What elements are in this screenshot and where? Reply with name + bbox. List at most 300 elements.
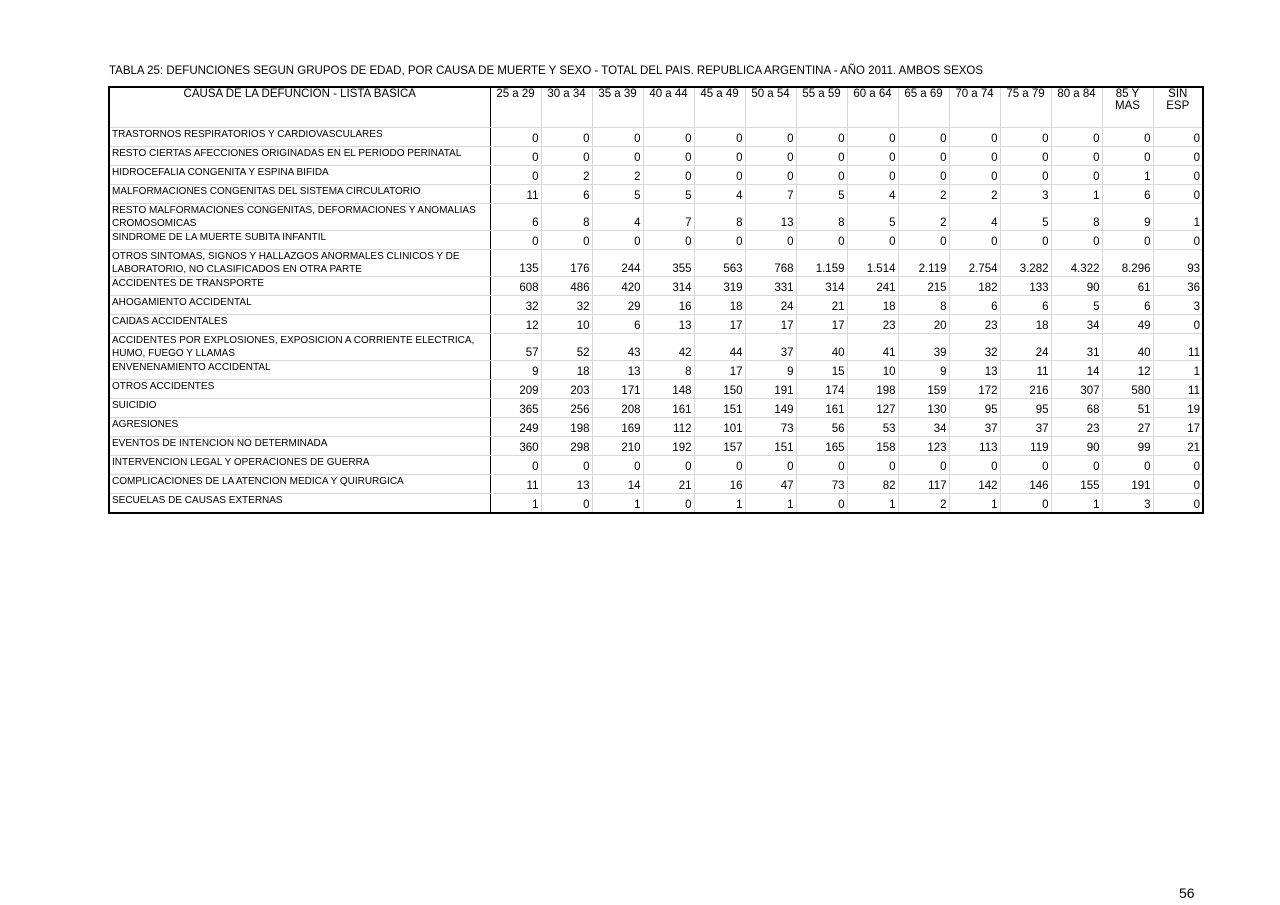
value-cell: 99 [1102, 437, 1153, 456]
value-cell: 6 [1102, 185, 1153, 204]
value-cell: 37 [745, 334, 796, 361]
value-cell: 23 [847, 315, 898, 334]
value-cell: 1 [847, 494, 898, 513]
value-cell: 73 [745, 418, 796, 437]
value-cell: 36 [1153, 277, 1203, 296]
value-cell: 8 [643, 361, 694, 380]
column-header: 50 a 54 [745, 87, 796, 128]
value-cell: 135 [490, 250, 541, 277]
value-cell: 10 [541, 315, 592, 334]
value-cell: 0 [1153, 185, 1203, 204]
value-cell: 9 [490, 361, 541, 380]
value-cell: 0 [1153, 231, 1203, 250]
value-cell: 216 [1000, 380, 1051, 399]
value-cell: 90 [1051, 437, 1102, 456]
value-cell: 0 [1153, 147, 1203, 166]
value-cell: 133 [1000, 277, 1051, 296]
value-cell: 4 [949, 204, 1000, 231]
value-cell: 208 [592, 399, 643, 418]
value-cell: 0 [541, 494, 592, 513]
value-cell: 151 [694, 399, 745, 418]
value-cell: 0 [1051, 456, 1102, 475]
value-cell: 56 [796, 418, 847, 437]
value-cell: 171 [592, 380, 643, 399]
value-cell: 5 [1000, 204, 1051, 231]
value-cell: 249 [490, 418, 541, 437]
value-cell: 0 [592, 147, 643, 166]
value-cell: 13 [541, 475, 592, 494]
value-cell: 29 [592, 296, 643, 315]
value-cell: 2 [541, 166, 592, 185]
value-cell: 5 [592, 185, 643, 204]
value-cell: 0 [1153, 475, 1203, 494]
value-cell: 13 [745, 204, 796, 231]
value-cell: 0 [1153, 494, 1203, 513]
value-cell: 0 [643, 494, 694, 513]
value-cell: 0 [1000, 166, 1051, 185]
page-number: 56 [1179, 885, 1195, 901]
value-cell: 0 [847, 166, 898, 185]
value-cell: 34 [1051, 315, 1102, 334]
value-cell: 18 [847, 296, 898, 315]
value-cell: 0 [949, 231, 1000, 250]
value-cell: 298 [541, 437, 592, 456]
value-cell: 176 [541, 250, 592, 277]
value-cell: 93 [1153, 250, 1203, 277]
value-cell: 18 [1000, 315, 1051, 334]
value-cell: 7 [745, 185, 796, 204]
value-cell: 44 [694, 334, 745, 361]
value-cell: 4 [592, 204, 643, 231]
value-cell: 210 [592, 437, 643, 456]
value-cell: 0 [643, 456, 694, 475]
value-cell: 241 [847, 277, 898, 296]
value-cell: 8 [541, 204, 592, 231]
value-cell: 0 [1153, 456, 1203, 475]
value-cell: 0 [898, 147, 949, 166]
value-cell: 0 [490, 128, 541, 147]
value-cell: 32 [541, 296, 592, 315]
value-cell: 2 [898, 204, 949, 231]
value-cell: 23 [1051, 418, 1102, 437]
value-cell: 40 [796, 334, 847, 361]
cause-cell: ACCIDENTES DE TRANSPORTE [109, 277, 490, 296]
column-header: 25 a 29 [490, 87, 541, 128]
value-cell: 1 [1153, 361, 1203, 380]
value-cell: 0 [949, 128, 1000, 147]
value-cell: 68 [1051, 399, 1102, 418]
value-cell: 12 [490, 315, 541, 334]
value-cell: 1 [745, 494, 796, 513]
value-cell: 14 [592, 475, 643, 494]
value-cell: 17 [745, 315, 796, 334]
value-cell: 17 [694, 361, 745, 380]
value-cell: 32 [490, 296, 541, 315]
value-cell: 0 [1051, 231, 1102, 250]
value-cell: 13 [949, 361, 1000, 380]
value-cell: 0 [694, 456, 745, 475]
column-header: 30 a 34 [541, 87, 592, 128]
value-cell: 158 [847, 437, 898, 456]
value-cell: 113 [949, 437, 1000, 456]
value-cell: 9 [898, 361, 949, 380]
value-cell: 57 [490, 334, 541, 361]
value-cell: 12 [1102, 361, 1153, 380]
value-cell: 0 [643, 128, 694, 147]
value-cell: 1 [1051, 494, 1102, 513]
column-header: SIN ESP [1153, 87, 1203, 128]
value-cell: 150 [694, 380, 745, 399]
value-cell: 155 [1051, 475, 1102, 494]
table-row [109, 185, 1203, 204]
value-cell: 95 [1000, 399, 1051, 418]
value-cell: 191 [1102, 475, 1153, 494]
value-cell: 34 [898, 418, 949, 437]
value-cell: 24 [1000, 334, 1051, 361]
column-header: 75 a 79 [1000, 87, 1051, 128]
value-cell: 0 [796, 166, 847, 185]
value-cell: 0 [1153, 166, 1203, 185]
value-cell: 0 [1000, 128, 1051, 147]
table-row [109, 296, 1203, 315]
cause-cell: SUICIDIO [109, 399, 490, 418]
value-cell: 161 [796, 399, 847, 418]
value-cell: 41 [847, 334, 898, 361]
value-cell: 11 [1153, 380, 1203, 399]
table-row [109, 166, 1203, 185]
table-row [109, 334, 1203, 361]
value-cell: 0 [541, 456, 592, 475]
column-header: 40 a 44 [643, 87, 694, 128]
cause-cell: ACCIDENTES POR EXPLOSIONES, EXPOSICION A CORRIENTE ELECTRICA, HUMO, FUEGO Y LLAMAS [109, 334, 490, 361]
column-header-cause: CAUSA DE LA DEFUNCION - LISTA BASICA [109, 87, 490, 128]
cause-cell: CAIDAS ACCIDENTALES [109, 315, 490, 334]
cause-cell: SECUELAS DE CAUSAS EXTERNAS [109, 494, 490, 513]
value-cell: 13 [643, 315, 694, 334]
deaths-table [108, 86, 1204, 514]
value-cell: 0 [490, 456, 541, 475]
value-cell: 768 [745, 250, 796, 277]
value-cell: 4 [694, 185, 745, 204]
value-cell: 0 [796, 231, 847, 250]
value-cell: 0 [1000, 456, 1051, 475]
value-cell: 11 [1000, 361, 1051, 380]
value-cell: 7 [643, 204, 694, 231]
cause-cell: AHOGAMIENTO ACCIDENTAL [109, 296, 490, 315]
cause-cell: OTROS ACCIDENTES [109, 380, 490, 399]
value-cell: 6 [949, 296, 1000, 315]
value-cell: 563 [694, 250, 745, 277]
value-cell: 13 [592, 361, 643, 380]
value-cell: 2.754 [949, 250, 1000, 277]
value-cell: 16 [694, 475, 745, 494]
value-cell: 174 [796, 380, 847, 399]
value-cell: 3 [1153, 296, 1203, 315]
value-cell: 1 [694, 494, 745, 513]
value-cell: 209 [490, 380, 541, 399]
value-cell: 6 [490, 204, 541, 231]
column-header: 70 a 74 [949, 87, 1000, 128]
value-cell: 0 [490, 166, 541, 185]
value-cell: 215 [898, 277, 949, 296]
value-cell: 355 [643, 250, 694, 277]
value-cell: 151 [745, 437, 796, 456]
value-cell: 331 [745, 277, 796, 296]
value-cell: 61 [1102, 277, 1153, 296]
value-cell: 4 [847, 185, 898, 204]
value-cell: 17 [694, 315, 745, 334]
value-cell: 0 [694, 231, 745, 250]
value-cell: 1 [949, 494, 1000, 513]
value-cell: 244 [592, 250, 643, 277]
table-body [109, 128, 1203, 513]
value-cell: 5 [1051, 296, 1102, 315]
value-cell: 119 [1000, 437, 1051, 456]
value-cell: 0 [694, 128, 745, 147]
value-cell: 117 [898, 475, 949, 494]
column-header: 45 a 49 [694, 87, 745, 128]
cause-cell: EVENTOS DE INTENCION NO DETERMINADA [109, 437, 490, 456]
value-cell: 0 [847, 147, 898, 166]
value-cell: 2 [898, 494, 949, 513]
value-cell: 2 [592, 166, 643, 185]
cause-cell: HIDROCEFALIA CONGENITA Y ESPINA BIFIDA [109, 166, 490, 185]
value-cell: 0 [592, 456, 643, 475]
cause-cell: MALFORMACIONES CONGENITAS DEL SISTEMA CIRCULATORIO [109, 185, 490, 204]
value-cell: 1 [1102, 166, 1153, 185]
table-row [109, 250, 1203, 277]
value-cell: 198 [847, 380, 898, 399]
table-row [109, 315, 1203, 334]
table-row [109, 494, 1203, 513]
value-cell: 146 [1000, 475, 1051, 494]
value-cell: 1 [1051, 185, 1102, 204]
value-cell: 4.322 [1051, 250, 1102, 277]
value-cell: 0 [847, 231, 898, 250]
value-cell: 0 [1153, 315, 1203, 334]
value-cell: 8 [1051, 204, 1102, 231]
value-cell: 0 [898, 166, 949, 185]
value-cell: 0 [541, 147, 592, 166]
value-cell: 365 [490, 399, 541, 418]
value-cell: 0 [949, 166, 1000, 185]
value-cell: 191 [745, 380, 796, 399]
value-cell: 95 [949, 399, 1000, 418]
value-cell: 6 [1102, 296, 1153, 315]
value-cell: 580 [1102, 380, 1153, 399]
table-row [109, 418, 1203, 437]
value-cell: 314 [643, 277, 694, 296]
value-cell: 37 [949, 418, 1000, 437]
value-cell: 0 [847, 456, 898, 475]
value-cell: 0 [1000, 147, 1051, 166]
table-row [109, 399, 1203, 418]
value-cell: 172 [949, 380, 1000, 399]
value-cell: 123 [898, 437, 949, 456]
value-cell: 6 [592, 315, 643, 334]
value-cell: 0 [898, 456, 949, 475]
value-cell: 1 [592, 494, 643, 513]
table-title: TABLA 25: DEFUNCIONES SEGUN GRUPOS DE EDAD, POR CAUSA DE MUERTE Y SEXO - TOTAL DEL PAIS. REPUBLICA ARGENTINA - AÑO 2011. AMBOS SEXOS [109, 65, 984, 77]
value-cell: 169 [592, 418, 643, 437]
cause-cell: ENVENENAMIENTO ACCIDENTAL [109, 361, 490, 380]
value-cell: 1.159 [796, 250, 847, 277]
value-cell: 17 [1153, 418, 1203, 437]
value-cell: 3 [1000, 185, 1051, 204]
value-cell: 43 [592, 334, 643, 361]
table-row [109, 128, 1203, 147]
value-cell: 0 [490, 231, 541, 250]
value-cell: 360 [490, 437, 541, 456]
value-cell: 1 [1153, 204, 1203, 231]
cause-cell: COMPLICACIONES DE LA ATENCION MEDICA Y QUIRURGICA [109, 475, 490, 494]
value-cell: 2 [898, 185, 949, 204]
value-cell: 0 [796, 456, 847, 475]
value-cell: 0 [694, 147, 745, 166]
table-row [109, 380, 1203, 399]
value-cell: 31 [1051, 334, 1102, 361]
value-cell: 42 [643, 334, 694, 361]
column-header: 80 a 84 [1051, 87, 1102, 128]
value-cell: 0 [1000, 231, 1051, 250]
value-cell: 486 [541, 277, 592, 296]
value-cell: 19 [1153, 399, 1203, 418]
value-cell: 0 [796, 147, 847, 166]
value-cell: 37 [1000, 418, 1051, 437]
value-cell: 165 [796, 437, 847, 456]
cause-cell: AGRESIONES [109, 418, 490, 437]
value-cell: 0 [592, 231, 643, 250]
value-cell: 0 [490, 147, 541, 166]
value-cell: 0 [796, 494, 847, 513]
value-cell: 24 [745, 296, 796, 315]
value-cell: 2.119 [898, 250, 949, 277]
value-cell: 0 [745, 147, 796, 166]
value-cell: 0 [1102, 128, 1153, 147]
value-cell: 192 [643, 437, 694, 456]
value-cell: 130 [898, 399, 949, 418]
value-cell: 11 [1153, 334, 1203, 361]
value-cell: 0 [796, 128, 847, 147]
value-cell: 0 [745, 456, 796, 475]
value-cell: 11 [490, 185, 541, 204]
column-header: 55 a 59 [796, 87, 847, 128]
table-row [109, 147, 1203, 166]
value-cell: 32 [949, 334, 1000, 361]
value-cell: 1.514 [847, 250, 898, 277]
value-cell: 0 [898, 231, 949, 250]
value-cell: 39 [898, 334, 949, 361]
value-cell: 182 [949, 277, 1000, 296]
value-cell: 319 [694, 277, 745, 296]
value-cell: 8.296 [1102, 250, 1153, 277]
table-row [109, 361, 1203, 380]
value-cell: 21 [1153, 437, 1203, 456]
value-cell: 0 [1051, 147, 1102, 166]
value-cell: 0 [1102, 231, 1153, 250]
value-cell: 0 [745, 231, 796, 250]
value-cell: 11 [490, 475, 541, 494]
value-cell: 198 [541, 418, 592, 437]
table-row [109, 277, 1203, 296]
table-row [109, 475, 1203, 494]
value-cell: 6 [541, 185, 592, 204]
value-cell: 27 [1102, 418, 1153, 437]
value-cell: 14 [1051, 361, 1102, 380]
value-cell: 0 [847, 128, 898, 147]
value-cell: 0 [745, 128, 796, 147]
value-cell: 20 [898, 315, 949, 334]
value-cell: 0 [1051, 128, 1102, 147]
value-cell: 142 [949, 475, 1000, 494]
value-cell: 15 [796, 361, 847, 380]
cause-cell: RESTO MALFORMACIONES CONGENITAS, DEFORMACIONES Y ANOMALIAS CROMOSOMICAS [109, 204, 490, 231]
column-header: 65 a 69 [898, 87, 949, 128]
value-cell: 10 [847, 361, 898, 380]
value-cell: 9 [745, 361, 796, 380]
column-header: 60 a 64 [847, 87, 898, 128]
value-cell: 0 [694, 166, 745, 185]
value-cell: 8 [898, 296, 949, 315]
value-cell: 157 [694, 437, 745, 456]
value-cell: 0 [541, 231, 592, 250]
value-cell: 82 [847, 475, 898, 494]
value-cell: 21 [643, 475, 694, 494]
value-cell: 2 [949, 185, 1000, 204]
value-cell: 9 [1102, 204, 1153, 231]
value-cell: 53 [847, 418, 898, 437]
value-cell: 608 [490, 277, 541, 296]
column-header: 85 Y MAS [1102, 87, 1153, 128]
value-cell: 47 [745, 475, 796, 494]
value-cell: 127 [847, 399, 898, 418]
value-cell: 0 [745, 166, 796, 185]
value-cell: 6 [1000, 296, 1051, 315]
value-cell: 18 [541, 361, 592, 380]
value-cell: 161 [643, 399, 694, 418]
value-cell: 203 [541, 380, 592, 399]
value-cell: 0 [541, 128, 592, 147]
value-cell: 21 [796, 296, 847, 315]
value-cell: 0 [643, 231, 694, 250]
header-row [109, 87, 1203, 128]
value-cell: 0 [898, 128, 949, 147]
value-cell: 0 [592, 128, 643, 147]
value-cell: 90 [1051, 277, 1102, 296]
value-cell: 256 [541, 399, 592, 418]
value-cell: 307 [1051, 380, 1102, 399]
value-cell: 16 [643, 296, 694, 315]
value-cell: 73 [796, 475, 847, 494]
table-row [109, 456, 1203, 475]
table-row [109, 231, 1203, 250]
value-cell: 0 [643, 147, 694, 166]
value-cell: 23 [949, 315, 1000, 334]
value-cell: 18 [694, 296, 745, 315]
cause-cell: INTERVENCION LEGAL Y OPERACIONES DE GUERRA [109, 456, 490, 475]
value-cell: 0 [1000, 494, 1051, 513]
value-cell: 51 [1102, 399, 1153, 418]
value-cell: 420 [592, 277, 643, 296]
value-cell: 159 [898, 380, 949, 399]
value-cell: 5 [796, 185, 847, 204]
cause-cell: OTROS SINTOMAS, SIGNOS Y HALLAZGOS ANORMALES CLINICOS Y DE LABORATORIO, NO CLASIFICADOS EN OTRA PARTE [109, 250, 490, 277]
value-cell: 17 [796, 315, 847, 334]
value-cell: 5 [643, 185, 694, 204]
value-cell: 0 [643, 166, 694, 185]
value-cell: 49 [1102, 315, 1153, 334]
cause-cell: TRASTORNOS RESPIRATORIOS Y CARDIOVASCULARES [109, 128, 490, 147]
